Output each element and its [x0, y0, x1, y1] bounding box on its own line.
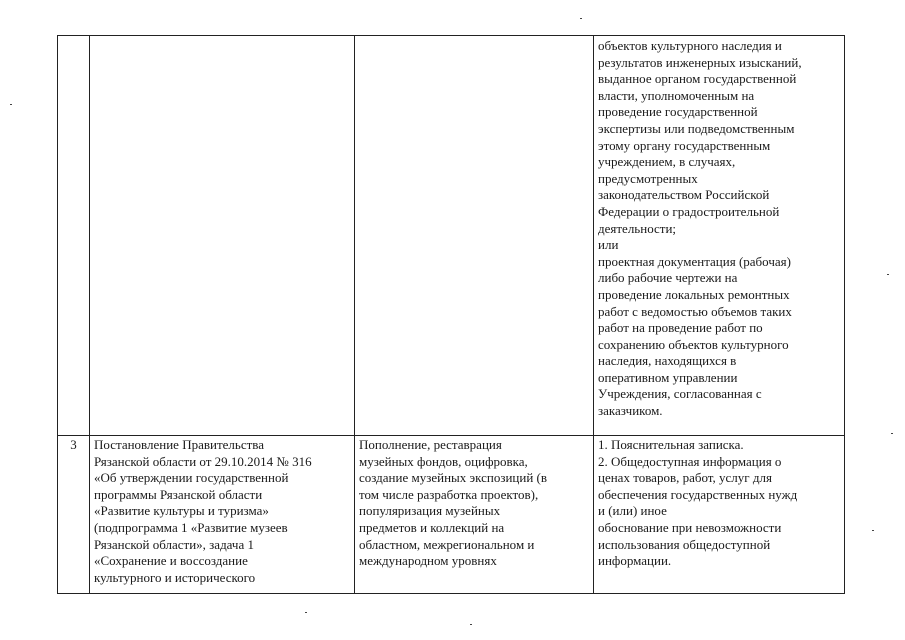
scan-speck	[580, 18, 582, 19]
table-cell-purpose-row-3: Пополнение, реставрация музейных фондов, оцифровка, создание музейных экспозиций (в том числе разработка проектов), популяризация музейных предметов и коллекций на областном, межрегиональном и международном уровнях	[359, 437, 547, 569]
scan-speck	[10, 104, 12, 105]
table-cell-basis-continued	[89, 36, 354, 435]
scan-speck	[305, 612, 307, 613]
table-cell-num-continued	[58, 36, 89, 435]
table-cell-basis-row-3: Постановление Правительства Рязанской области от 29.10.2014 № 316 «Об утверждении государственной программы Рязанской области «Развитие культуры и туризма» (подпрограмма 1 «Развитие музеев Рязанской области», задача 1 «Сохранение и воссоздание культурного и исторического	[94, 437, 312, 585]
table-cell-num-row-3: 3	[70, 437, 77, 452]
scan-speck	[887, 274, 889, 275]
scan-speck	[872, 530, 874, 531]
requirements-table	[57, 35, 845, 594]
scan-speck	[891, 433, 893, 434]
scan-speck	[470, 624, 472, 625]
table-cell-documents-continued: объектов культурного наследия и результатов инженерных изысканий, выданное органом государственной власти, уполномоченным на проведение государственной экспертизы или подведомственным этому органу государственным учреждением, в случаях, предусмотренных законодательством Российской Федерации о градостроительной деятельности; или проектная документация (рабочая) либо рабочие чертежи на проведение локальных ремонтных работ с ведомостью объемов таких работ на проведение работ по сохранению объектов культурного наследия, находящихся в оперативном управлении Учреждения, согласованная с заказчиком.	[598, 38, 802, 419]
table-cell-purpose-continued	[354, 36, 593, 435]
table-cell-documents-row-3: 1. Пояснительная записка. 2. Общедоступная информация о ценах товаров, работ, услуг для обеспечения государственных нужд и (или) иное обоснование при невозможности использования общедоступной информации.	[598, 437, 798, 569]
